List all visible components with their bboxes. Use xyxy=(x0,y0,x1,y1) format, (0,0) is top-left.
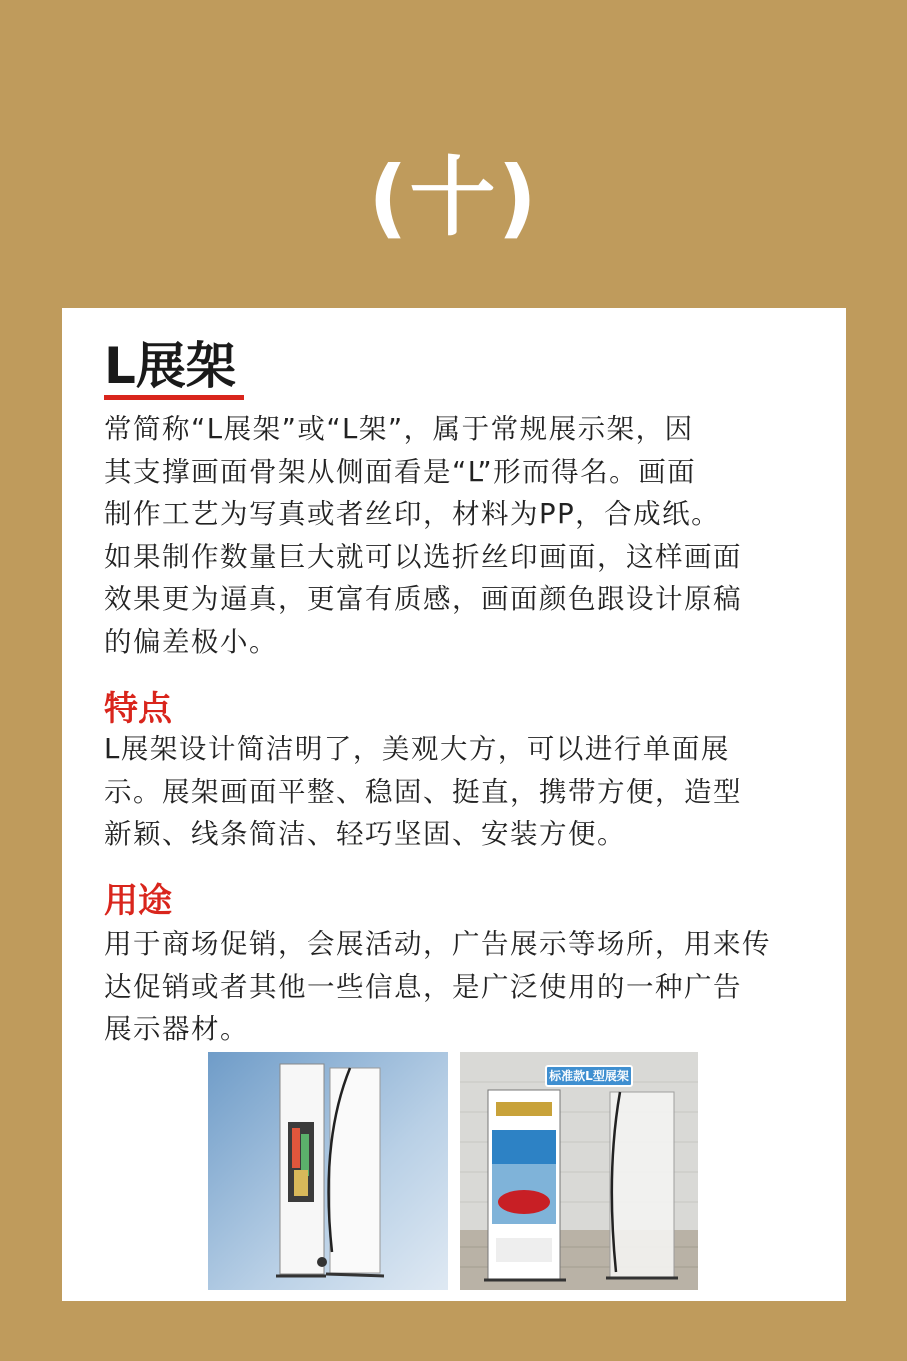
title-underline xyxy=(104,395,244,400)
features-line: L展架设计简洁明了，美观大方，可以进行单面展 xyxy=(104,733,730,765)
product-photo-right xyxy=(460,1052,698,1290)
usage-line: 用于商场促销，会展活动，广告展示等场所，用来传 xyxy=(104,928,771,960)
usage-line: 展示器材。 xyxy=(104,1013,249,1045)
usage-paragraph xyxy=(104,923,824,1051)
intro-line: 制作工艺为写真或者丝印，材料为PP，合成纸。 xyxy=(104,498,721,530)
intro-paragraph xyxy=(104,408,824,663)
usage-heading: 用途 xyxy=(104,881,172,921)
intro-line: 其支撑画面骨架从侧面看是“L”形而得名。画面 xyxy=(104,455,697,488)
content-card xyxy=(62,308,846,1301)
intro-line: 常简称“L展架”或“L架”，属于常规展示架，因 xyxy=(104,413,694,445)
intro-line: 如果制作数量巨大就可以选折丝印画面，这样画面 xyxy=(104,540,742,573)
intro-line: 效果更为逼真，更富有质感，画面颜色跟设计原稿 xyxy=(104,583,742,615)
features-paragraph xyxy=(104,728,824,856)
usage-line: 达促销或者其他一些信息，是广泛使用的一种广告 xyxy=(104,970,742,1003)
features-line: 新颖、线条简洁、轻巧坚固、安装方便。 xyxy=(104,818,626,850)
intro-line: 的偏差极小。 xyxy=(104,625,278,658)
features-line: 示。展架画面平整、稳固、挺直，携带方便，造型 xyxy=(104,775,742,808)
chapter-number: (十) xyxy=(368,148,539,248)
section-title: L展架 xyxy=(104,337,236,395)
product-photo-left xyxy=(208,1052,448,1290)
photo-badge-label: 标准款L型展架 xyxy=(549,1069,629,1083)
features-heading: 特点 xyxy=(104,689,172,729)
